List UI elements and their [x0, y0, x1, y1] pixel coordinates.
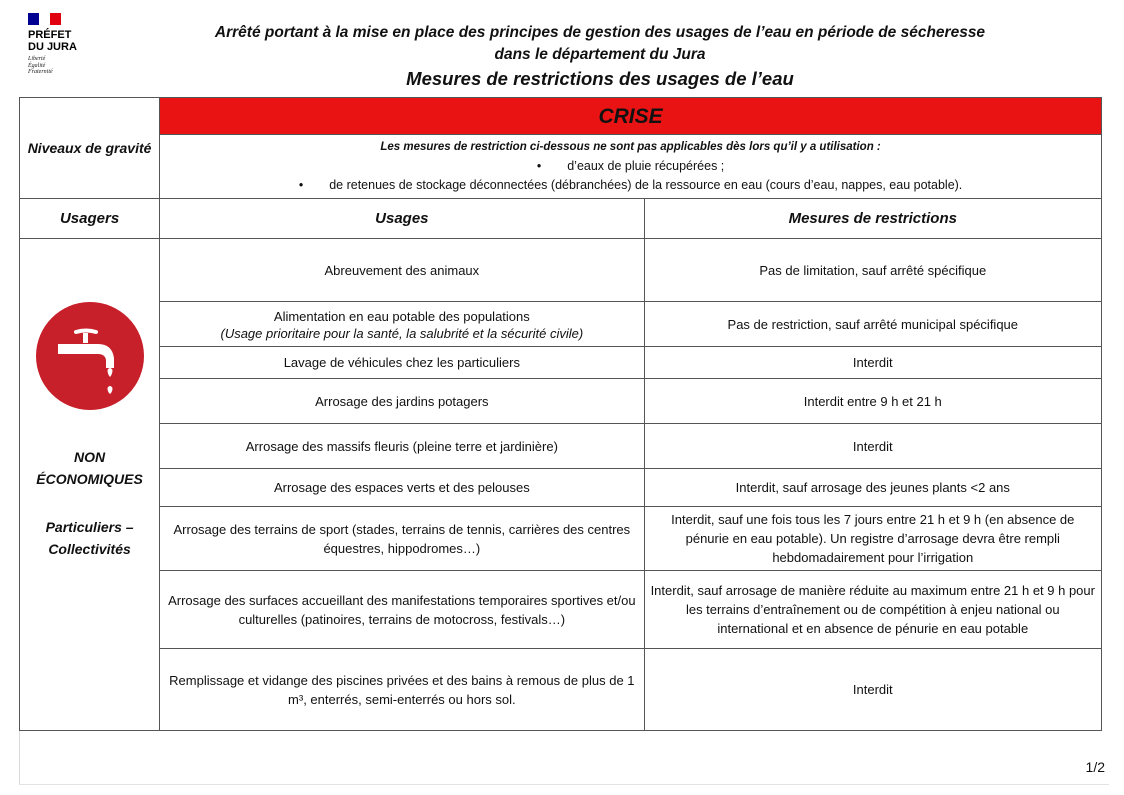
use-text: Alimentation en eau potable des populations — [273, 308, 530, 324]
table-row — [20, 239, 1102, 302]
use-cell: Arrosage des terrains de sport (stades, terrains de tennis, carrières des centres équestres, hippodromes…) — [160, 507, 644, 571]
table-row — [20, 571, 1102, 649]
table-row — [20, 649, 1102, 731]
exemption-notice — [160, 135, 1102, 199]
crisis-level-banner: CRISE — [160, 98, 1102, 135]
page-number: 1/2 — [1085, 759, 1105, 775]
table-row — [20, 424, 1102, 469]
use-cell: Remplissage et vidange des piscines privées et des bains à remous de plus de 1 m³, enterrés, semi-enterrés ou hors sol. — [160, 649, 644, 731]
header-line-2: dans le département du Jura — [494, 46, 706, 63]
use-cell: Arrosage des jardins potagers — [160, 379, 644, 424]
use-cell: Arrosage des massifs fleuris (pleine terre et jardinière) — [160, 424, 644, 469]
column-header-uses: Usages — [160, 199, 644, 239]
water-tap-icon — [36, 302, 144, 410]
user-subcategory: Particuliers – Collectivités — [45, 518, 134, 557]
use-cell — [160, 302, 644, 347]
user-category: NON ÉCONOMIQUES — [36, 448, 143, 487]
motto-line: Liberté — [28, 56, 46, 62]
measure-cell: Interdit, sauf arrosage de manière réduite au maximum entre 21 h et 9 h pour les terrains d’entraînement ou de compétition à enjeu national ou international et en absence de pénurie en eau potable — [644, 571, 1101, 649]
table-row — [20, 379, 1102, 424]
logo-title — [28, 29, 98, 53]
gravity-label: Niveaux de gravité — [20, 98, 160, 199]
measure-cell: Interdit, sauf une fois tous les 7 jours entre 21 h et 9 h (en absence de pénurie en eau potable). Un registre d’arrosage devra être rempli hebdomadairement pour l’irrigation — [644, 507, 1101, 571]
document-header — [110, 22, 1090, 91]
level-row — [20, 98, 1102, 135]
table-row — [20, 302, 1102, 347]
measure-cell: Interdit — [644, 424, 1101, 469]
column-header-users: Usagers — [20, 199, 160, 239]
measure-cell: Pas de limitation, sauf arrêté spécifique — [644, 239, 1101, 302]
logo-motto — [28, 56, 98, 76]
french-flag-icon — [28, 13, 61, 25]
header-line-1: Arrêté portant à la mise en place des principes de gestion des usages de l’eau en période de sécheresse — [214, 24, 986, 41]
prefecture-logo — [28, 13, 98, 76]
notice-list — [166, 157, 1095, 195]
restrictions-table — [19, 97, 1102, 731]
motto-line: Fraternité — [28, 69, 53, 75]
motto-line: Égalité — [28, 62, 46, 69]
column-header-measures: Mesures de restrictions — [644, 199, 1101, 239]
use-cell: Abreuvement des animaux — [160, 239, 644, 302]
table-row — [20, 507, 1102, 571]
table-row — [20, 347, 1102, 379]
logo-title-line: PRÉFET — [28, 29, 72, 41]
column-header-row — [20, 199, 1102, 239]
measure-cell: Interdit — [644, 347, 1101, 379]
use-cell: Arrosage des espaces verts et des pelouses — [160, 469, 644, 507]
measure-cell: Interdit entre 9 h et 21 h — [644, 379, 1101, 424]
notice-item: • de retenues de stockage déconnectées (débranchées) de la ressource en eau (cours d’eau, nappes, eau potable). — [166, 176, 1095, 195]
notice-row — [20, 135, 1102, 199]
use-cell: Lavage de véhicules chez les particuliers — [160, 347, 644, 379]
logo-title-line: DU JURA — [28, 41, 77, 53]
table-row — [20, 469, 1102, 507]
use-cell: Arrosage des surfaces accueillant des manifestations temporaires sportives et/ou culturelles (patinoires, terrains de motocross, festivals…) — [160, 571, 644, 649]
measure-cell: Interdit — [644, 649, 1101, 731]
measure-cell: Interdit, sauf arrosage des jeunes plants <2 ans — [644, 469, 1101, 507]
notice-item: • d’eaux de pluie récupérées ; — [166, 157, 1095, 176]
page-border — [19, 784, 1109, 785]
use-note: (Usage prioritaire pour la santé, la salubrité et la sécurité civile) — [220, 325, 584, 341]
notice-title: Les mesures de restriction ci-dessous ne sont pas applicables dès lors qu’il y a utilisation : — [380, 141, 881, 153]
user-group-cell — [20, 239, 160, 731]
document-title: Mesures de restrictions des usages de l’eau — [406, 68, 794, 89]
measure-cell: Pas de restriction, sauf arrêté municipal spécifique — [644, 302, 1101, 347]
